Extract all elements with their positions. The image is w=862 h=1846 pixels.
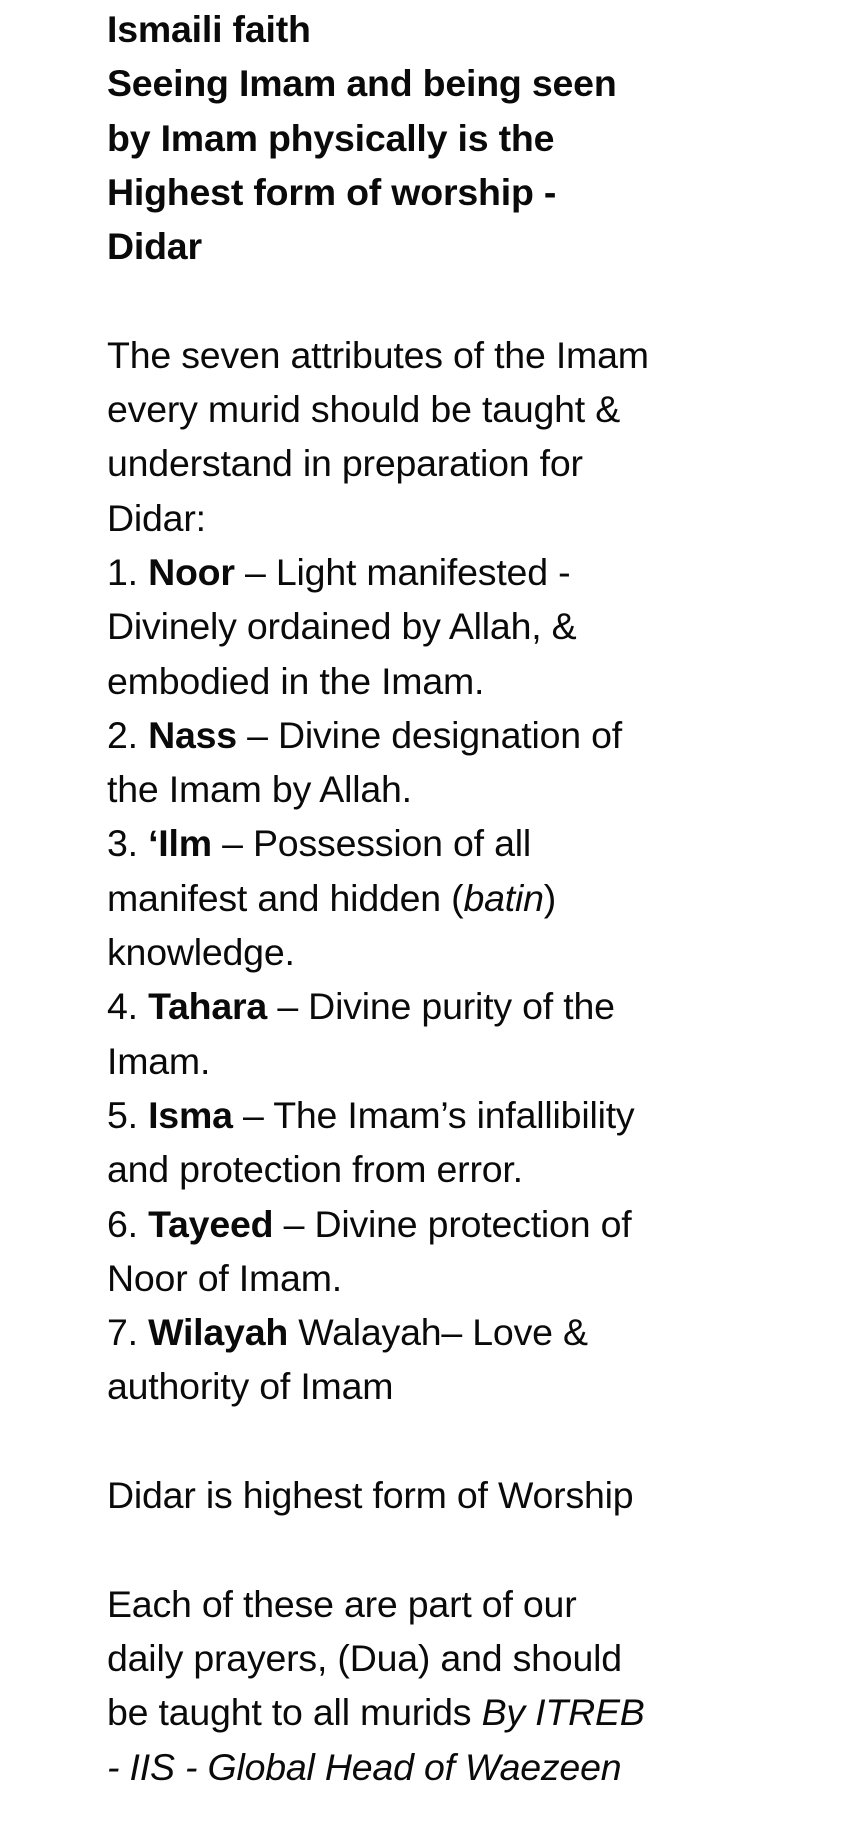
attribute-description: – The Imam’s infallibility: [243, 1093, 635, 1136]
intro-line: every murid should be taught &: [107, 388, 621, 431]
attribute-description: – Divine designation of: [247, 713, 622, 756]
attribute-number: 4.: [107, 985, 138, 1028]
heading-line: Highest form of worship -: [107, 170, 557, 213]
attribute-first-line: [107, 1305, 727, 1359]
attribute-first-line: [107, 1197, 727, 1251]
attribute-description: Walayah– Love &: [298, 1311, 588, 1354]
attribute-item-ilm: [107, 816, 727, 979]
document-heading: [107, 2, 727, 273]
attribute-number: 1.: [107, 550, 138, 593]
document-body: [107, 2, 727, 1782]
attribute-first-line: [107, 1088, 727, 1142]
attribute-term: Tahara: [148, 985, 268, 1028]
attribute-description: ): [543, 876, 557, 919]
attribute-description: Imam.: [107, 1039, 211, 1082]
attribute-description: knowledge.: [107, 931, 295, 974]
attribute-description: and protection from error.: [107, 1148, 523, 1191]
attribute-item-wilayah: [107, 1305, 727, 1414]
attribute-item-nass: [107, 708, 727, 817]
intro-line: Didar:: [107, 496, 206, 539]
attribution-text: - IIS - Global Head of Waezeen: [107, 1745, 622, 1782]
attribute-first-line: [107, 979, 727, 1033]
attribute-description: – Divine protection of: [283, 1202, 632, 1245]
attribute-description: Divinely ordained by Allah, &: [107, 605, 577, 648]
attribute-item-noor: [107, 545, 727, 708]
attribute-number: 6.: [107, 1202, 138, 1245]
attribute-first-line: [107, 816, 727, 870]
attribute-number: 7.: [107, 1311, 138, 1354]
attribute-item-tahara: [107, 979, 727, 1088]
attribution-text: By ITREB: [481, 1691, 645, 1734]
closing-line: daily prayers, (Dua) and should: [107, 1636, 622, 1679]
closing-line: Each of these are part of our: [107, 1582, 577, 1625]
closing-line: [107, 1685, 727, 1739]
italic-term: batin: [463, 876, 544, 919]
closing-paragraph: [107, 1577, 727, 1782]
attribute-first-line: [107, 708, 727, 762]
attribute-description: – Possession of all: [222, 822, 531, 865]
blank-line: [107, 1414, 727, 1468]
attribute-number: 2.: [107, 713, 138, 756]
attribute-number: 3.: [107, 822, 138, 865]
attribute-item-isma: [107, 1088, 727, 1197]
closing-text: be taught to all murids: [107, 1691, 472, 1734]
heading-line: Ismaili faith: [107, 8, 311, 50]
attribute-list: [107, 545, 727, 1414]
blank-line: [107, 273, 727, 327]
attribute-term: Nass: [148, 713, 237, 756]
attribute-description: the Imam by Allah.: [107, 768, 412, 811]
attribute-number: 5.: [107, 1093, 138, 1136]
attribute-description: – Divine purity of the: [277, 985, 615, 1028]
attribute-item-tayeed: [107, 1197, 727, 1306]
attribute-term: Tayeed: [148, 1202, 274, 1245]
intro-paragraph: [107, 328, 727, 545]
attribute-term: ‘Ilm: [148, 822, 212, 865]
heading-line: by Imam physically is the: [107, 116, 555, 159]
attribute-description-line: [107, 871, 727, 925]
attribute-term: Noor: [148, 550, 235, 593]
attribute-description: – Light manifested -: [245, 550, 571, 593]
attribute-term: Wilayah: [148, 1311, 289, 1354]
intro-line: understand in preparation for: [107, 442, 583, 485]
heading-line: Seeing Imam and being seen: [107, 62, 617, 105]
attribute-description: Noor of Imam.: [107, 1256, 342, 1299]
didar-statement: Didar is highest form of Worship: [107, 1474, 634, 1517]
attribute-description: manifest and hidden (: [107, 876, 464, 919]
attribute-first-line: [107, 545, 727, 599]
attribute-term: Isma: [148, 1093, 233, 1136]
heading-line: Didar: [107, 225, 202, 268]
attribute-description: authority of Imam: [107, 1365, 394, 1408]
attribute-description: embodied in the Imam.: [107, 659, 485, 702]
intro-line: The seven attributes of the Imam: [107, 333, 649, 376]
blank-line: [107, 1522, 727, 1576]
